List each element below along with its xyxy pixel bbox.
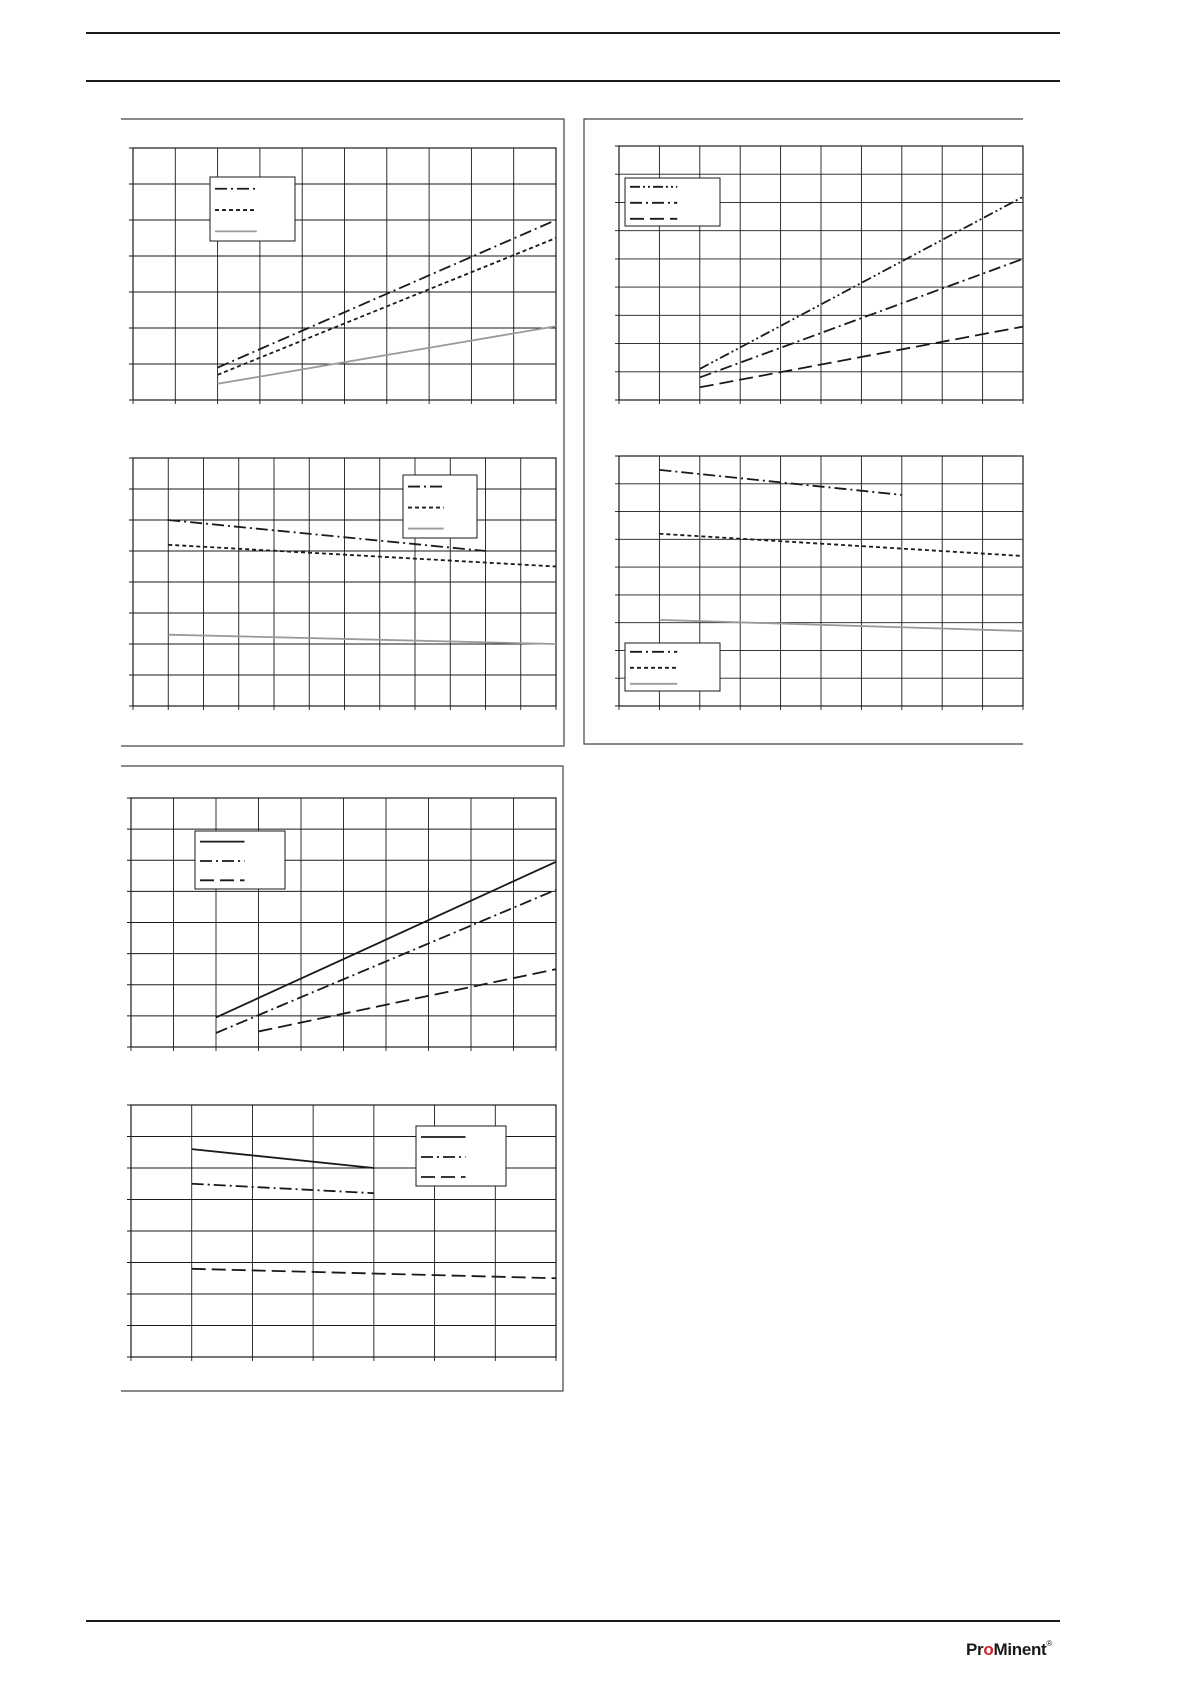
chart-a-bottom bbox=[129, 458, 556, 710]
series-line-1 bbox=[192, 1149, 374, 1168]
chart-b-top bbox=[615, 146, 1023, 404]
series-line-3 bbox=[168, 635, 556, 644]
panel-c-frame bbox=[121, 766, 563, 1391]
chart-b-bottom bbox=[615, 456, 1023, 710]
series-line-3 bbox=[659, 620, 1023, 631]
series-line-2 bbox=[168, 545, 556, 567]
series-line-2 bbox=[659, 534, 1023, 556]
prominent-logo bbox=[966, 1640, 1052, 1660]
series-line-2 bbox=[192, 1184, 374, 1193]
chart-c-bottom bbox=[127, 1105, 556, 1361]
brand-name: ProMinent bbox=[966, 1640, 1047, 1659]
chart-c-top bbox=[127, 798, 556, 1051]
footer-rule bbox=[86, 1620, 1060, 1622]
panel-a-frame bbox=[121, 119, 564, 746]
registered-mark: ® bbox=[1046, 1639, 1053, 1649]
chart-a-top bbox=[129, 148, 556, 404]
